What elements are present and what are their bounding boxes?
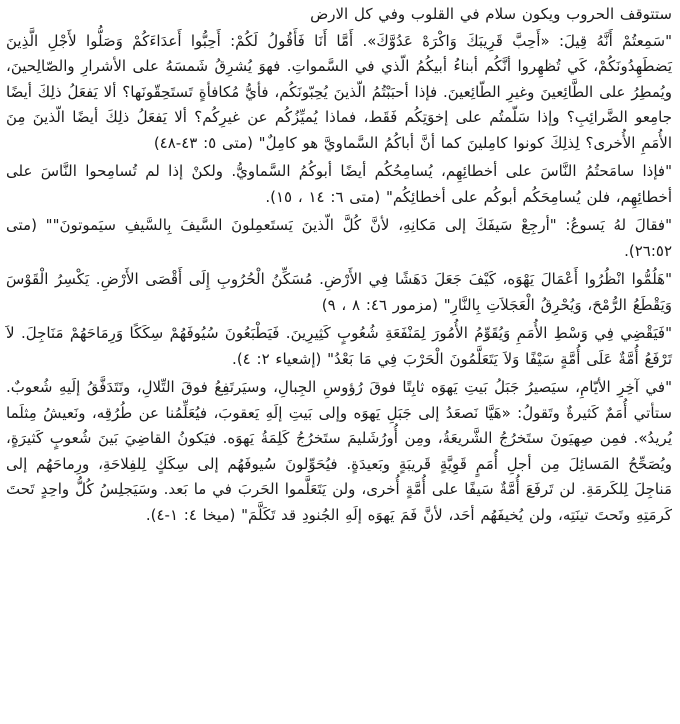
paragraph-matthew-26: "فقالَ لهُ يَسوعُ: "أرجِعْ سَيفَكَ إلى مَكانِهِ، لأنَّ كُلَّ الّذينَ يَستَعمِلونَ السَّيفَ بِالسَّيفِ سيَموتونَ"" (متى ٢٦:٥٢). — [6, 216, 672, 260]
paragraph-micah-4: "في آخِرِ الأيّامِ، سيَصيرُ جَبَلُ بَيتِ يَهوَه ثابِتًا فوقَ رُؤوسِ الجِبالِ، وسيَرتَفِعُ فوقَ التِّلالِ، وتَتَدَفَّقُ إلَيهِ شُعوبٌ. ستأتي أُمَمٌ كَثيرةٌ وتَقولُ: «هَيَّا نَصعَدُ إلى جَبَلِ يَهوَه وإلى بَيتِ إلَهِ يَعقوبَ، فيُعَلِّمُنا عن طُرُقِه، ونَعيشُ مِثلَما يُريدُ». فمِن صِهيَونَ ستَخرُجُ الشَّريعَةُ، ومِن أُورُشَليمَ ستَخرُجُ كَلِمَةُ يَهوَه. فيَكونُ القاضِيَ بَينَ شُعوبٍ كَثيرَةٍ، ويُصَحِّحُ المَسائِلَ مِن أجلِ أُمَمٍ قَوِيَّةٍ قَريبَةٍ وبَعيدَةٍ. فيُحَوِّلونَ سُيوفَهُم إلى سِكَكٍ لِلفِلاحَةِ، ورِماحَهُم إلى مَناجِلَ لِلكَرمَةِ. لن تَرفَعَ أُمَّةٌ سَيفًا على أُمَّةٍ أُخرى، ولن يَتَعَلَّموا الحَربَ في ما بَعد. وسَيَجلِسُ كُلُّ واحِدٍ تَحتَ كَرمَتِهِ وتَحتَ تينَتِه، ولن يُخيفَهُم أحَد، لأنَّ فَمَ يَهوَه إلَهِ الجُنودِ قد تَكَلَّمَ" (ميخا ٤: ١-٤). — [6, 378, 672, 524]
paragraph-matthew-6: "فإذا سامَحتُمُ النَّاسَ على أخطائِهِم، يُسامِحُكُم أيضًا أبوكُمُ السَّماويُّ. ولكنْ إذا لم تُسامِحوا النَّاسَ على أخطائِهِم، فلن يُسامِحَكُم أبوكُم على أخطائِكُم" (متى ٦: ١٤ ، ١٥). — [6, 162, 672, 206]
paragraph-isaiah-2: "فَيَقْضِي فِي وَسْطِ الأُمَمِ وَيُقَوِّمُ الأُمُورَ لِمَنْفَعَةِ شُعُوبٍ كَثِيرِينَ. فَيَطْبَعُونَ سُيُوفَهُمْ سِكَكًا وَرِمَاحَهُمْ مَنَاجِلَ. لاَ تَرْفَعُ أُمَّةٌ عَلَى أُمَّةٍ سَيْفًا وَلاَ يَتَعَلَّمُونَ الْحَرْبَ فِي مَا بَعْدُ" (إشعياء ٢: ٤). — [6, 324, 672, 368]
paragraph-matthew-5: "سَمِعتُمْ أَنَّهُ قِيلَ: «أَحِبَّ قَرِيبَكَ وَاكْرَهْ عَدُوَّكَ». أَمَّا أَنَا فَأَقُولُ لَكُمْ: أَحِبُّوا أَعدَاءَكُمْ وَصَلُّوا لأَجْلِ الَّذِينَ يَضطَهِدُونَكُمْ، كَي تُظهِروا أنَّكُم أبناءُ أبيكُمُ الّذي في السَّمواتِ. فهوَ يُشرِقُ شَمسَهُ على الأشرارِ والصّالِحينَ، ويُمطِرُ على الطَّائِعينَ وغيرِ الطّائِعينَ. فإذا أحبَبْتُمُ الّذينَ يُحِبّونَكُم، فأيُّ مُكافأةٍ تَستَحِقّونَها؟ ألا يَفعَلُ ذلِكَ أيضًا جامِعو الضَّرائِبِ؟ وإذا سَلّمتُم على إخوَتِكُم فَقَط، فماذا يُميِّزُكُم عن غيرِكُم؟ ألا يَفعَلُ ذلِكَ أيضًا الّذينَ مِنَ الأُمَمِ الأُخرى؟ لِذلِكَ كونوا كامِلينَ كما أنَّ أباكُمُ السَّماويَّ هو كامِلٌ" (متى ٥: ٤٣-٤٨) — [6, 31, 672, 152]
heading-line: ستتوقف الحروب ويكون سلام في القلوب وفي كل الارض — [310, 5, 672, 23]
paragraph-psalm-46: "هَلُمُّوا انْظُرُوا أَعْمَالَ يَهْوَه، كَيْفَ جَعَلَ دَهَشًا فِي الأَرْضِ. مُسَكِّنُ الْحُرُوبِ إِلَى أَقْصَى الأَرْضِ. يَكْسِرُ الْقَوْسَ وَيَقْطَعُ الرُّمْحَ، وَيُحْرِقُ الْعَجَلاَتِ بِالنَّارِ" (مزمور ٤٦: ٨ ، ٩) — [6, 270, 672, 314]
